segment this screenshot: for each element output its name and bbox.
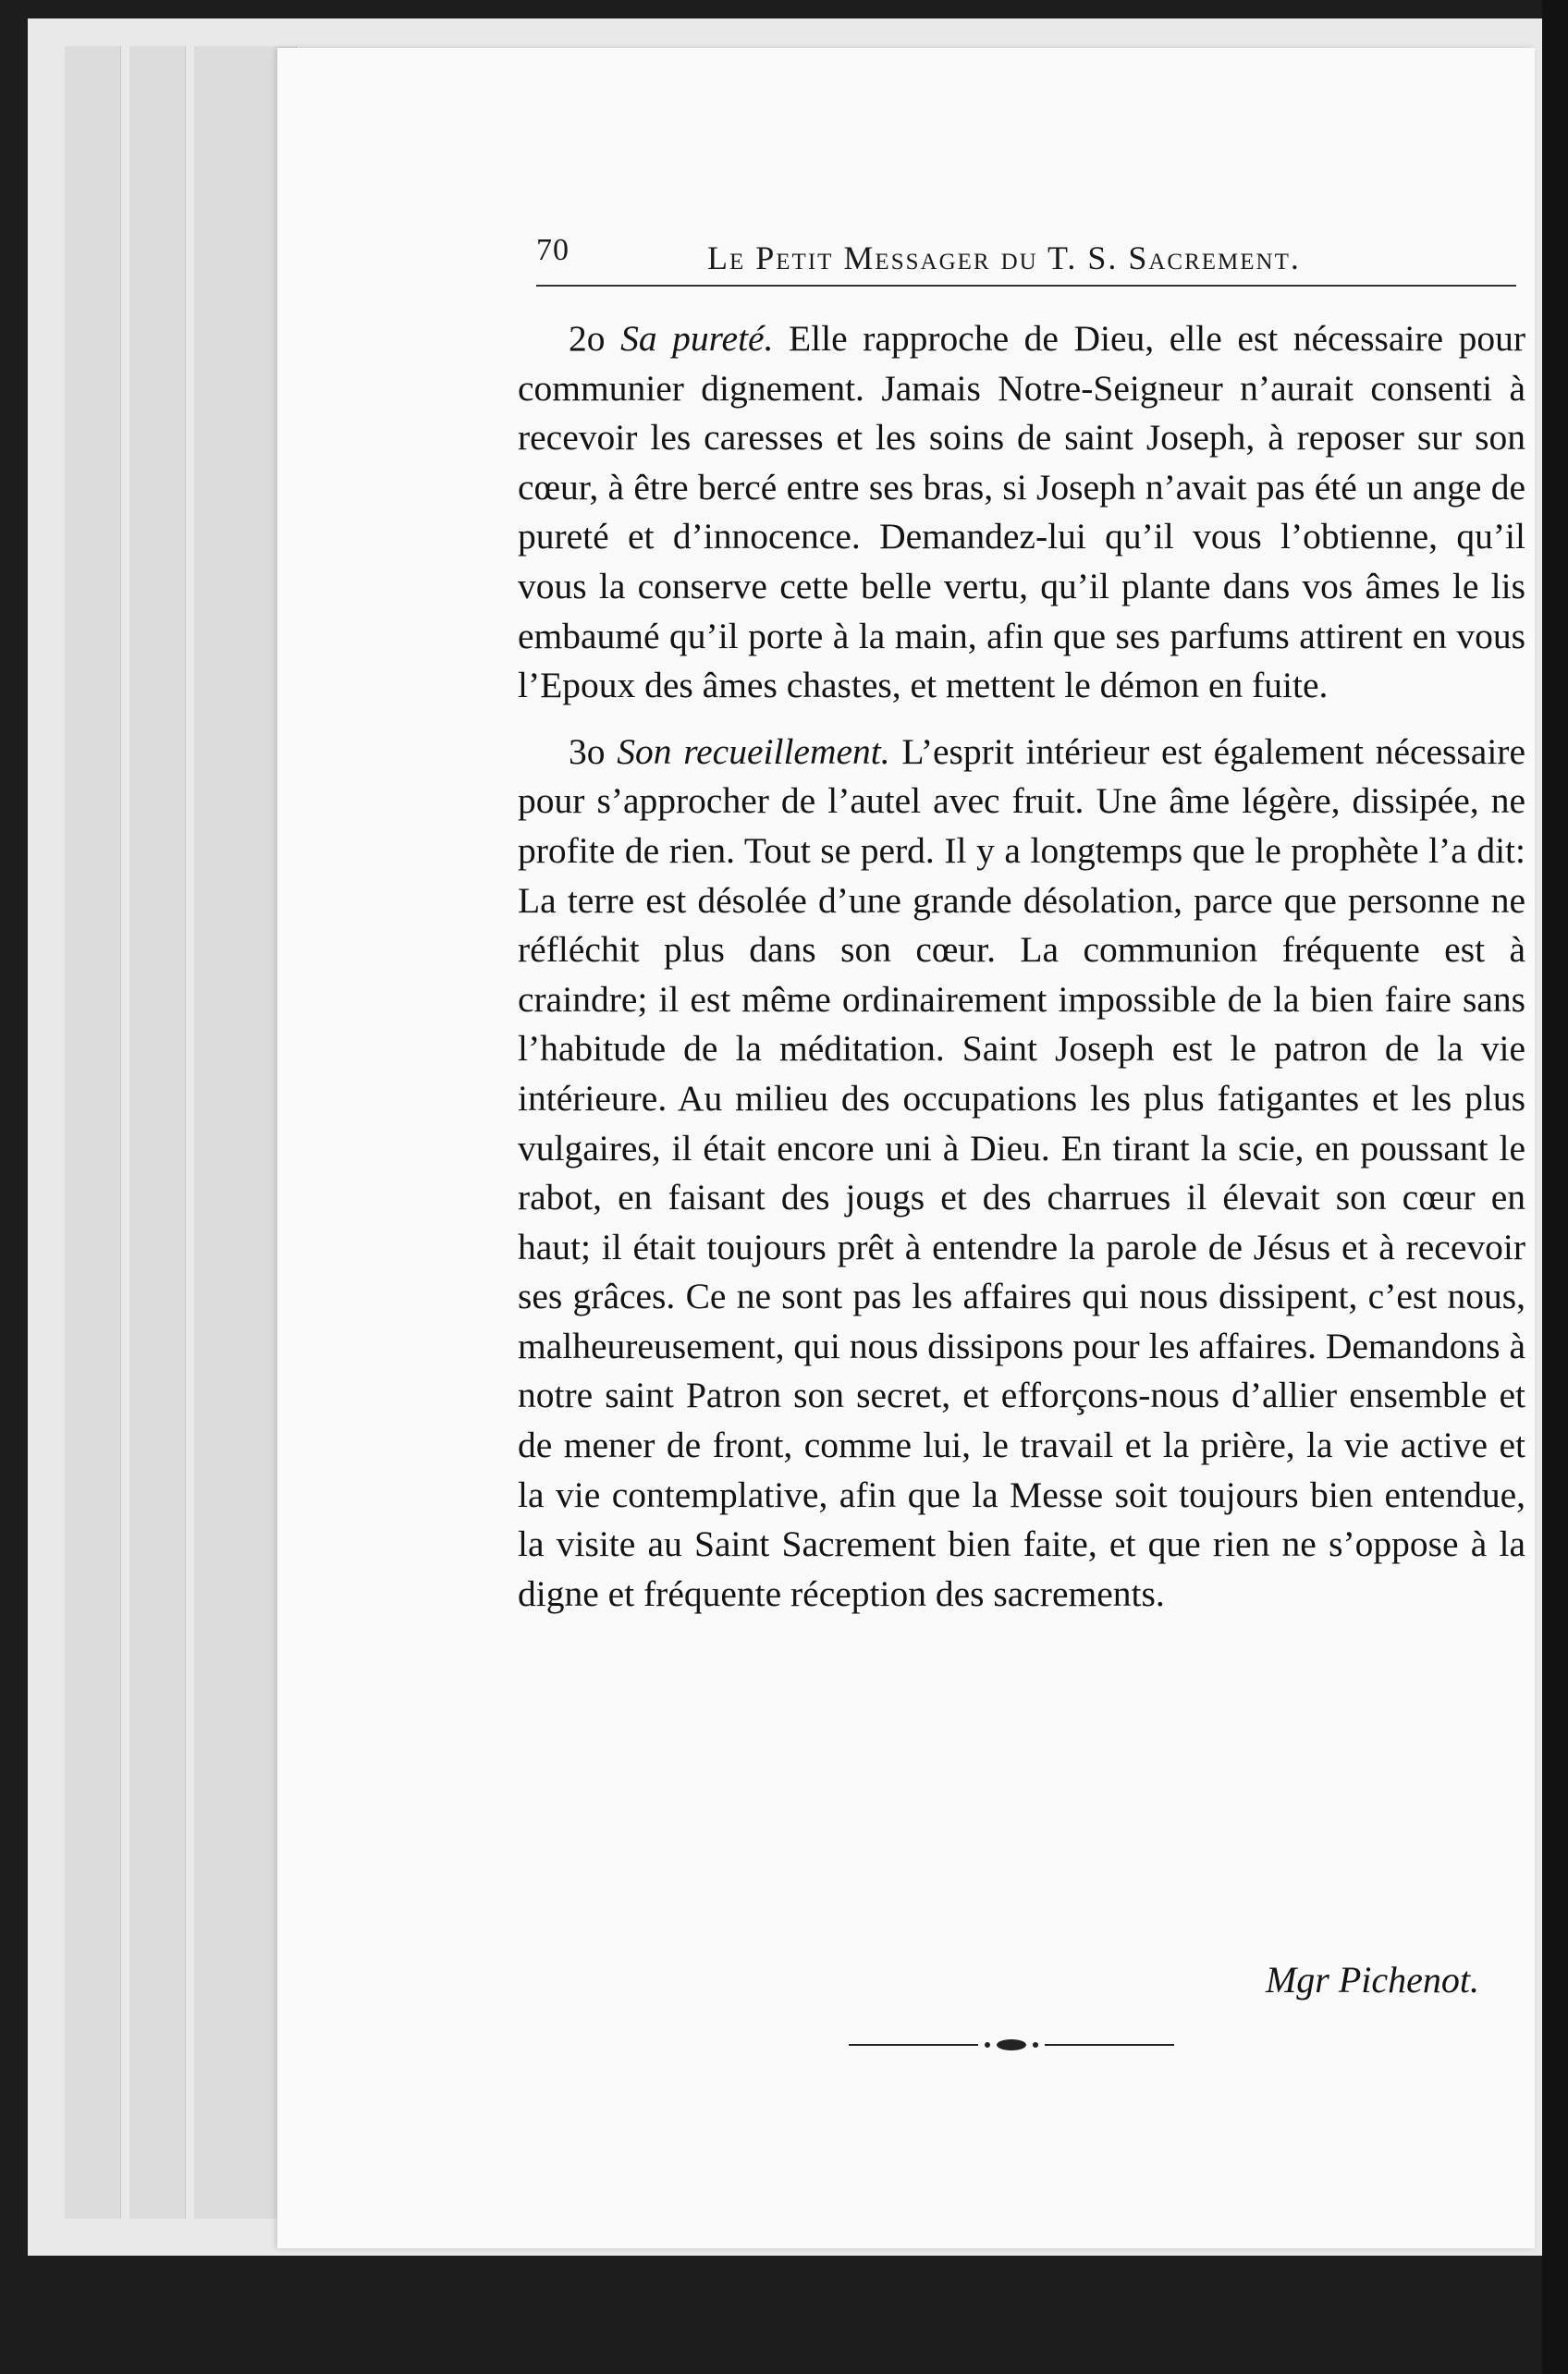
paragraph-title: Sa pureté. bbox=[620, 318, 774, 359]
page-edge bbox=[129, 46, 186, 2219]
page-edge bbox=[194, 46, 251, 2219]
paragraph-body: Elle rapproche de Dieu, elle est nécessaire pour communier dignement. Jamais Notre-Seigneur n’aurait consenti à recevoir les caresses et les soins de saint Joseph, à reposer sur son cœur, à être bercé entre ses bras, si Joseph n’avait pas été un ange de pureté et d’innocence. Demandez-lui qu’il vous l’obtienne, qu’il vous la conserve cette belle vertu, qu’il plante dans vos âmes le lis embaumé qu’il porte à la main, afin que ses parfums attirent en vous l’Epoux des âmes chastes, et mettent le démon en fuite. bbox=[518, 318, 1526, 706]
ornament-divider-icon bbox=[849, 2034, 1182, 2056]
header-rule bbox=[536, 285, 1516, 287]
running-head: Le Petit Messager du T. S. Sacrement. bbox=[707, 239, 1301, 276]
body-text bbox=[518, 314, 1525, 1619]
book-binding-edge bbox=[1542, 0, 1568, 2374]
page-number: 70 bbox=[536, 233, 570, 267]
paragraph-number: 3o bbox=[569, 730, 618, 772]
paragraph-recollection bbox=[518, 728, 1525, 1620]
paragraph-purity bbox=[518, 314, 1525, 711]
paragraph-number: 2o bbox=[569, 318, 621, 359]
page-header bbox=[536, 229, 1525, 285]
signature: Mgr Pichenot. bbox=[1265, 1959, 1479, 2001]
paragraph-title: Son recueillement. bbox=[617, 730, 890, 772]
page-edge bbox=[65, 46, 121, 2219]
paragraph-body: L’esprit intérieur est également nécessaire pour s’approcher de l’autel avec fruit. Une âme légère, dissipée, ne profite de rien. Tout se perd. Il y a longtemps que le prophète l’a dit: La terre est désolée d’une grande désolation, parce que personne ne réfléchit plus dans son cœur. La communion fréquente est à craindre; il est même ordinairement impossible de la bien faire sans l’habitude de la méditation. Saint Joseph est le patron de la vie intérieure. Au milieu des occupations les plus fatigantes et les plus vulgaires, il était encore uni à Dieu. En tirant la scie, en poussant le rabot, en faisant des jougs et des charrues il élevait son cœur en haut; il était toujours prêt à entendre la parole de Jésus et à recevoir ses grâces. Ce ne sont pas les affaires qui nous dissipent, c’est nous, malheureusement, qui nous dissipons pour les affaires. Demandons à notre saint Patron son secret, et efforçons-nous d’allier ensemble et de mener de front, comme lui, le travail et la prière, la vie active et la vie contemplative, afin que la Messe soit toujours bien entendue, la visite au Saint Sacrement bien faite, et que rien ne s’oppose à la digne et fréquente réception des sacrements. bbox=[518, 730, 1525, 1614]
